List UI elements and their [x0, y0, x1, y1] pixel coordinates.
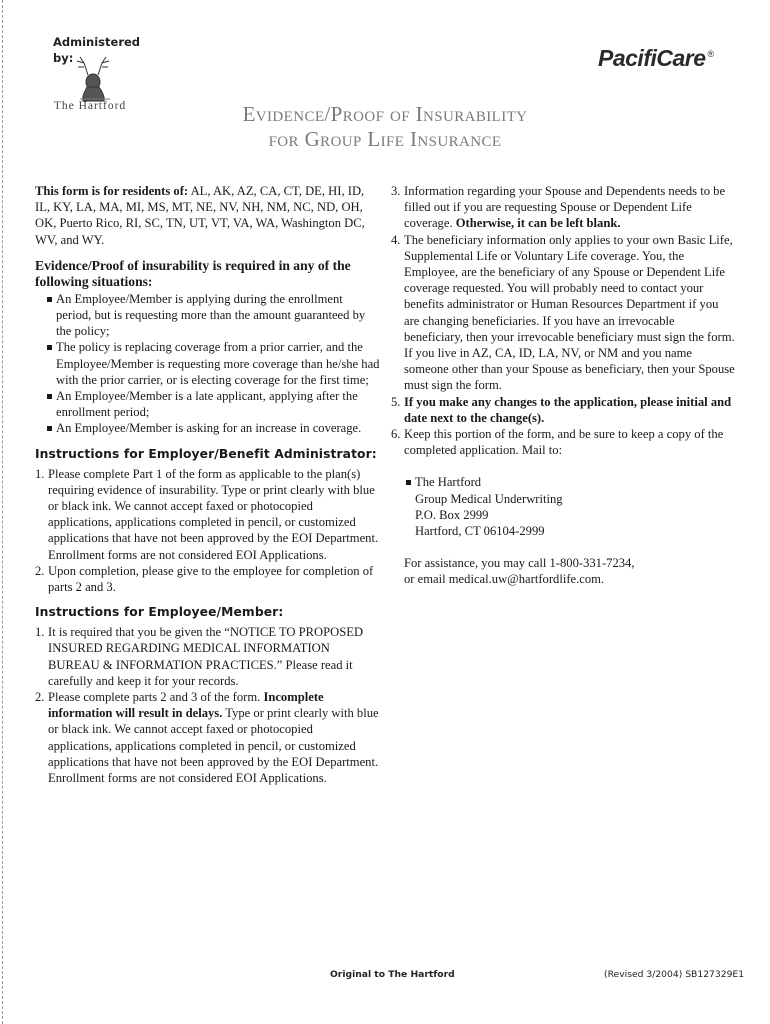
list-item: An Employee/Member is asking for an increase in coverage. — [35, 420, 380, 436]
title-line-1: Evidence/Proof of Insurability — [242, 102, 528, 126]
employer-instructions-list — [35, 466, 380, 596]
address-line: Hartford, CT 06104-2999 — [415, 524, 545, 539]
bullet-square-icon — [47, 394, 52, 399]
situations-list — [35, 291, 380, 437]
title-line-2: for Group Life Insurance — [268, 127, 502, 151]
pacificare-logo — [598, 45, 714, 72]
bullet-square-icon — [47, 426, 52, 431]
list-item: 2. Upon completion, please give to the employee for completion of parts 2 and 3. — [35, 563, 374, 595]
address-line: Group Medical Underwriting — [415, 491, 563, 506]
document-title — [120, 102, 650, 152]
residents-statement — [35, 183, 380, 248]
list-item: An Employee/Member is a late applicant, applying after the enrollment period; — [35, 388, 380, 420]
evidence-heading: Evidence/Proof of insurability is required in any of the following situations: — [35, 257, 351, 289]
list-item: 2. Please complete parts 2 and 3 of the form. Incomplete information will result in delays. Type or print clearly with blue or black ink. We cannot accept faxed or photocopied applications, applications completed in pencil, or customized applications that have not been approved by the EOI Department. Enrollment forms are not considered EOI Applications. — [35, 690, 379, 786]
assistance-phone: For assistance, you may call 1-800-331-7234, — [404, 556, 635, 571]
list-item: 1. Please complete Part 1 of the form as applicable to the plan(s) requiring evidence of insurability. Type or print clearly with blue or black ink. We cannot accept faxed or photocopied applications, applications completed in pencil, or customized applications that have not been approved by the EOI Department. Enrollment forms are not considered EOI Applications. — [35, 466, 379, 562]
revision-code: (Revised 3/2004) SB127329E1 — [604, 969, 745, 980]
perforation-line — [2, 0, 3, 1024]
list-item: The policy is replacing coverage from a prior carrier, and the Employee/Member is requesting more coverage than he/she had with the prior carrier, or is electing coverage for the first time; — [35, 339, 380, 388]
hartford-wordmark: The Hartford — [53, 100, 127, 112]
residents-lead: This form is for residents of: — [35, 184, 189, 198]
bullet-square-icon — [47, 297, 52, 302]
mailing-address — [406, 474, 736, 539]
bullet-square-icon — [47, 345, 52, 350]
original-to-label: Original to The Hartford — [330, 969, 455, 980]
bullet-square-icon — [406, 480, 411, 485]
pacificare-brand: PacifiCare — [598, 45, 706, 71]
administered-by-label: Administered by: — [53, 35, 141, 65]
residents-states: AL, AK, AZ, CA, CT, DE, HI, ID, IL, KY, LA, MA, MI, MS, MT, NE, NV, NH, NM, NC, ND, OH, OK, Puerto Rico, RI, SC, TN, UT, VT, VA, WA, Washington DC, WV, and WY. — [35, 184, 365, 247]
list-item: 3. Information regarding your Spouse and Dependents needs to be filled out if you are requesting Spouse or Dependent Life coverage. Otherwise, it can be left blank. — [391, 184, 726, 231]
employer-instructions-heading: Instructions for Employer/Benefit Administrator: — [35, 446, 377, 461]
address-line: P.O. Box 2999 — [415, 507, 489, 522]
list-item: 6. Keep this portion of the form, and be sure to keep a copy of the completed application. Mail to: — [391, 427, 724, 458]
employee-instructions-list — [35, 624, 380, 786]
list-item: An Employee/Member is applying during the enrollment period, but is requesting more than the amount guaranteed by the policy; — [35, 291, 380, 340]
list-item: 4. The beneficiary information only applies to your own Basic Life, Supplemental Life or Voluntary Life coverage. You, the Employee, are the beneficiary of any Spouse or Dependent Life coverage requested. You will probably need to contact your benefits administrator or Human Resources Department if you are changing beneficiaries. If you have an irrevocable beneficiary, then your irrevocable beneficiary must sign the form. If you live in AZ, CA, ID, LA, NV, or NM and you name someone other than your Spouse as beneficiary, then your Spouse must sign the form. — [391, 232, 735, 393]
assistance-email: or email medical.uw@hartfordlife.com. — [404, 572, 605, 587]
left-column — [35, 183, 380, 786]
list-item: 5. If you make any changes to the application, please initial and date next to the change(s). — [391, 394, 732, 425]
employee-instructions-heading: Instructions for Employee/Member: — [35, 605, 284, 620]
registered-mark: ® — [707, 49, 714, 60]
address-line: The Hartford — [415, 475, 482, 490]
assistance-contact — [404, 555, 736, 587]
list-item: 1. It is required that you be given the “NOTICE TO PROPOSED INSURED REGARDING MEDICAL INFORMATION BUREAU & INFORMATION PRACTICES.” Please read it carefully and keep it for your records. — [35, 625, 364, 688]
employee-instructions-continued — [391, 183, 736, 458]
right-column — [391, 183, 736, 588]
